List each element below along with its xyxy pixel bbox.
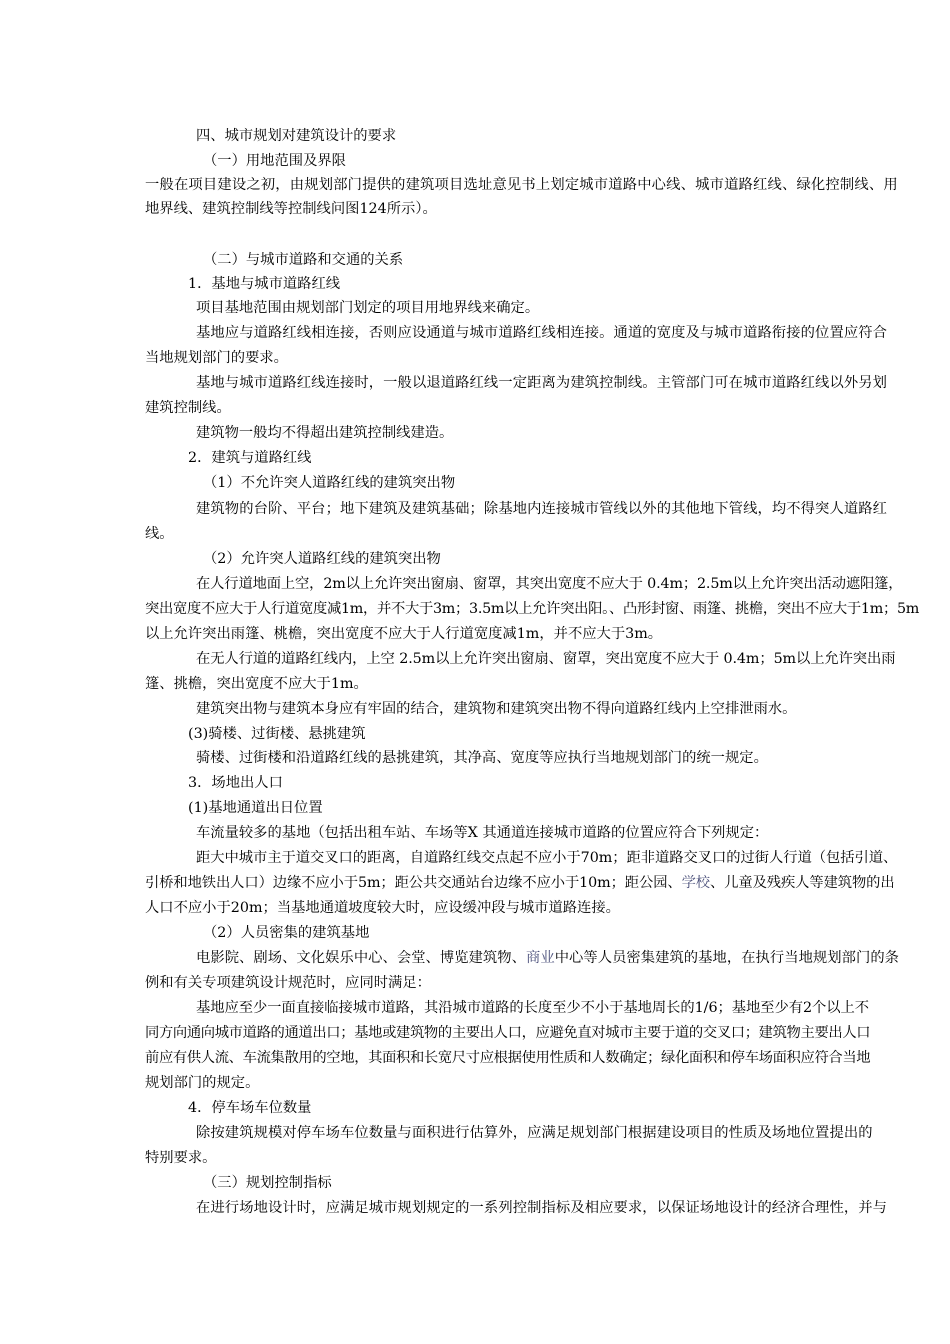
- paragraph-line: 在无人行道的道路红线内，上空 2.5m以上允许突出窗扇、窗罩，突出宽度不应大于 0.4m；5m以上允许突出雨: [196, 651, 896, 667]
- paragraph-line: 突出宽度不应大于人行道宽度减1m，并不大于3m；3.5m以上允许突出阳。、凸形封窗、雨篷、挑檐，突出不应大于1m；5m: [145, 601, 920, 617]
- paragraph-line: 除按建筑规模对停车场车位数量与面积进行估算外，应满足规划部门根据建设项目的性质及场地位置提出的: [196, 1125, 873, 1141]
- subsection-heading: （一）用地范围及界限: [203, 153, 346, 169]
- text-run: 电影院、剧场、文化娱乐中心、会堂、博览建筑物、: [196, 950, 526, 966]
- paragraph-line: 规划部门的规定。: [145, 1075, 260, 1091]
- paragraph-line: 线。: [145, 526, 174, 542]
- paragraph-line: 基地与城市道路红线连接时，一般以退道路红线一定距离为建筑控制线。主管部门可在城市道路红线以外另划: [196, 375, 888, 391]
- item-heading: 1．基地与城市道路红线: [188, 276, 341, 292]
- item-heading: 2．建筑与道路红线: [188, 450, 312, 466]
- paragraph-line: 在人行道地面上空，2m以上允许突出窗扇、窗罩，其突出宽度不应大于 0.4m；2.5m以上允许突出活动遮阳篷，: [196, 576, 903, 592]
- paragraph-line: 项目基地范围由规划部门划定的项目用地界线来确定。: [196, 300, 540, 316]
- paragraph-line: 当地规划部门的要求。: [145, 350, 288, 366]
- item-heading: 4．停车场车位数量: [188, 1100, 312, 1116]
- section-heading: 四、城市规划对建筑设计的要求: [196, 128, 397, 144]
- paragraph-line: 同方向通向城市道路的通道出口；基地或建筑物的主要出人口，应避免直对城市主要于道的交叉口；建筑物主要出人口: [145, 1025, 871, 1041]
- paragraph-line: 建筑突出物与建筑本身应有牢固的结合，建筑物和建筑突出物不得向道路红线内上空排泄雨水。: [196, 701, 797, 717]
- school-link[interactable]: 学校: [681, 875, 710, 891]
- text-run: 中心等人员密集建筑的基地，在执行当地规划部门的条: [554, 950, 900, 966]
- subsection-heading: （三）规划控制指标: [203, 1175, 332, 1191]
- subsection-heading: （二）与城市道路和交通的关系: [203, 252, 404, 268]
- commerce-link[interactable]: 商业: [525, 950, 555, 966]
- paragraph-line: 特别要求。: [145, 1150, 217, 1166]
- subsection-heading: (1)基地通道出日位置: [188, 800, 323, 816]
- paragraph-line: [145, 874, 895, 892]
- paragraph-line: 骑楼、过街楼和沿道路红线的悬挑建筑，其净高、宽度等应执行当地规划部门的统一规定。: [196, 750, 768, 766]
- paragraph-line: 地界线、建筑控制线等控制线问图124所示）。: [145, 201, 437, 217]
- subsection-heading: （2）允许突人道路红线的建筑突出物: [203, 551, 441, 567]
- paragraph-line: 距大中城市主于道交叉口的距离，自道路红线交点起不应小于70m；距非道路交叉口的过街人行道（包括引道、: [196, 850, 898, 866]
- paragraph-line: 例和有关专项建筑设计规范时，应同时满足：: [145, 975, 431, 991]
- paragraph-line: 以上允许突出雨篷、桃檐，突出宽度不应大于人行道宽度减1m，并不应大于3m。: [145, 626, 663, 642]
- subsection-heading: （2）人员密集的建筑基地: [203, 925, 370, 941]
- subsection-heading: (3)骑楼、过街楼、悬挑建筑: [188, 726, 366, 742]
- paragraph-line: 建筑物的台阶、平台；地下建筑及建筑基础；除基地内连接城市管线以外的其他地下管线，均不得突人道路红: [196, 501, 888, 517]
- paragraph-line: 建筑控制线。: [145, 400, 231, 416]
- paragraph-line: 前应有供人流、车流集散用的空地，其面积和长宽尺寸应根据使用性质和人数确定；绿化面积和停车场面积应符合当地: [145, 1050, 871, 1066]
- paragraph-line: 建筑物一般均不得超出建筑控制线建造。: [196, 425, 454, 441]
- paragraph-line: [196, 949, 899, 967]
- text-run: 引桥和地铁出人口）边缘不应小于5m；距公共交通站台边缘不应小于10m；距公园、: [145, 875, 682, 891]
- paragraph-line: 人口不应小于20m；当基地通道坡度较大时，应设缓冲段与城市道路连接。: [145, 900, 620, 916]
- paragraph-line: 在进行场地设计时，应满足城市规划规定的一系列控制指标及相应要求，以保证场地设计的经济合理性，并与: [196, 1200, 888, 1216]
- paragraph-line: 基地应与道路红线相连接，否则应设通道与城市道路红线相连接。通道的宽度及与城市道路衔接的位置应符合: [196, 325, 888, 341]
- paragraph-line: 基地应至少一面直接临接城市道路，其沿城市道路的长度至少不小于基地周长的1/6；基地至少有2个以上不: [196, 1000, 870, 1016]
- paragraph-line: 篷、挑檐，突出宽度不应大于1m。: [145, 676, 368, 692]
- item-heading: 3．场地出人口: [188, 775, 283, 791]
- paragraph-line: 车流量较多的基地（包括出租车站、车场等X 其通道连接城市道路的位置应符合下列规定：: [196, 825, 769, 841]
- text-run: 、儿童及残疾人等建筑物的出: [710, 875, 895, 891]
- subsection-heading: （1）不允许突人道路红线的建筑突出物: [203, 475, 456, 491]
- paragraph-line: 一般在项目建设之初，由规划部门提供的建筑项目选址意见书上划定城市道路中心线、城市道路红线、绿化控制线、用: [145, 177, 898, 193]
